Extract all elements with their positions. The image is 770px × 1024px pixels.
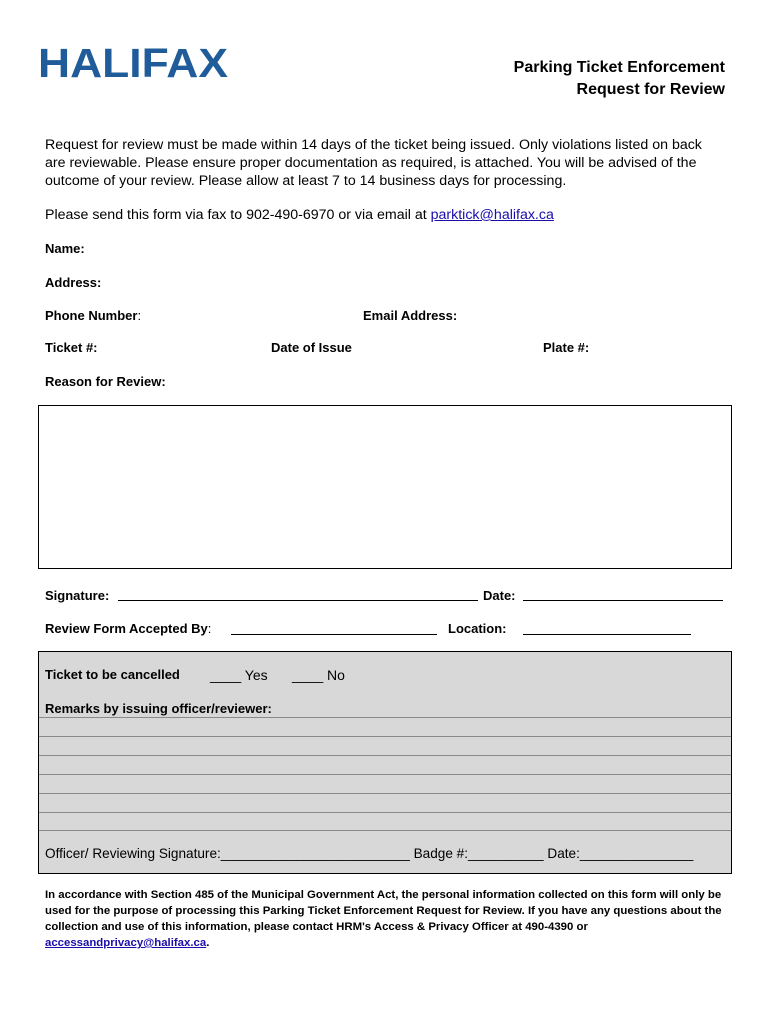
form-title — [514, 57, 725, 101]
logo-text: HALIFAX — [38, 42, 228, 82]
officer-section — [38, 651, 732, 874]
remarks-line[interactable] — [39, 774, 731, 775]
phone-label — [45, 308, 141, 323]
privacy-notice — [45, 887, 730, 951]
remarks-label: Remarks by issuing officer/reviewer: — [45, 701, 272, 716]
remarks-line[interactable] — [39, 830, 731, 831]
signature-field[interactable] — [118, 600, 478, 601]
address-label: Address: — [45, 275, 102, 290]
accepted-by-field[interactable] — [231, 634, 437, 635]
title-line-1: Parking Ticket Enforcement — [513, 59, 725, 76]
accepted-by-text: Review Form Accepted By — [45, 621, 208, 636]
email-label: Email Address: — [363, 308, 458, 323]
privacy-text: In accordance with Section 485 of the Municipal Government Act, the personal information collected on this form will only be used for the purpose of processing this Parking Ticket Enforcement Request for Review. If you have any questions about the collection and use of this information, please contact HRM's Access & Privacy Officer at 490-4390 or — [45, 889, 722, 933]
parktick-email-link[interactable]: parktick@halifax.ca — [430, 207, 554, 223]
intro-paragraph: Request for review must be made within 14 days of the ticket being issued. Only violations listed on back are reviewable. Please ensure proper documentation as required, is attached. You will be advised of the outcome of your review. Please allow at least 7 to 14 business days for processing. — [45, 137, 702, 189]
fax-text: Please send this form via fax to 902-490-6970 or via email at — [45, 207, 431, 223]
ticket-number-label: Ticket #: — [45, 340, 98, 355]
remarks-line[interactable] — [39, 755, 731, 756]
privacy-email-link[interactable]: accessandprivacy@halifax.ca — [45, 937, 207, 949]
accepted-by-colon: : — [207, 621, 212, 636]
remarks-line[interactable] — [39, 736, 731, 737]
location-label: Location: — [448, 621, 507, 636]
title-line-2: Request for Review — [576, 81, 725, 98]
signature-date-field[interactable] — [523, 600, 723, 601]
accepted-by-label — [45, 621, 211, 636]
remarks-line[interactable] — [39, 717, 731, 718]
name-label: Name: — [45, 241, 85, 256]
location-field[interactable] — [523, 634, 691, 635]
date-of-issue-label: Date of Issue — [271, 340, 352, 355]
reason-label: Reason for Review: — [45, 374, 166, 389]
ticket-cancel-label: Ticket to be cancelled — [45, 667, 180, 682]
remarks-line[interactable] — [39, 812, 731, 813]
officer-signature-line[interactable]: Officer/ Reviewing Signature:_________________________ Badge #:__________ Date:_______________ — [45, 846, 694, 861]
phone-label-text: Phone Number — [45, 308, 138, 323]
remarks-line[interactable] — [39, 793, 731, 794]
signature-date-label: Date: — [483, 588, 516, 603]
privacy-period: . — [206, 937, 210, 949]
reason-textbox[interactable] — [38, 405, 732, 569]
fax-instructions — [45, 207, 554, 223]
no-option[interactable]: ____ No — [292, 667, 345, 683]
plate-label: Plate #: — [543, 340, 590, 355]
yes-option[interactable]: ____ Yes — [210, 667, 268, 683]
halifax-logo — [38, 42, 230, 82]
signature-label: Signature: — [45, 588, 110, 603]
phone-colon: : — [137, 308, 142, 323]
